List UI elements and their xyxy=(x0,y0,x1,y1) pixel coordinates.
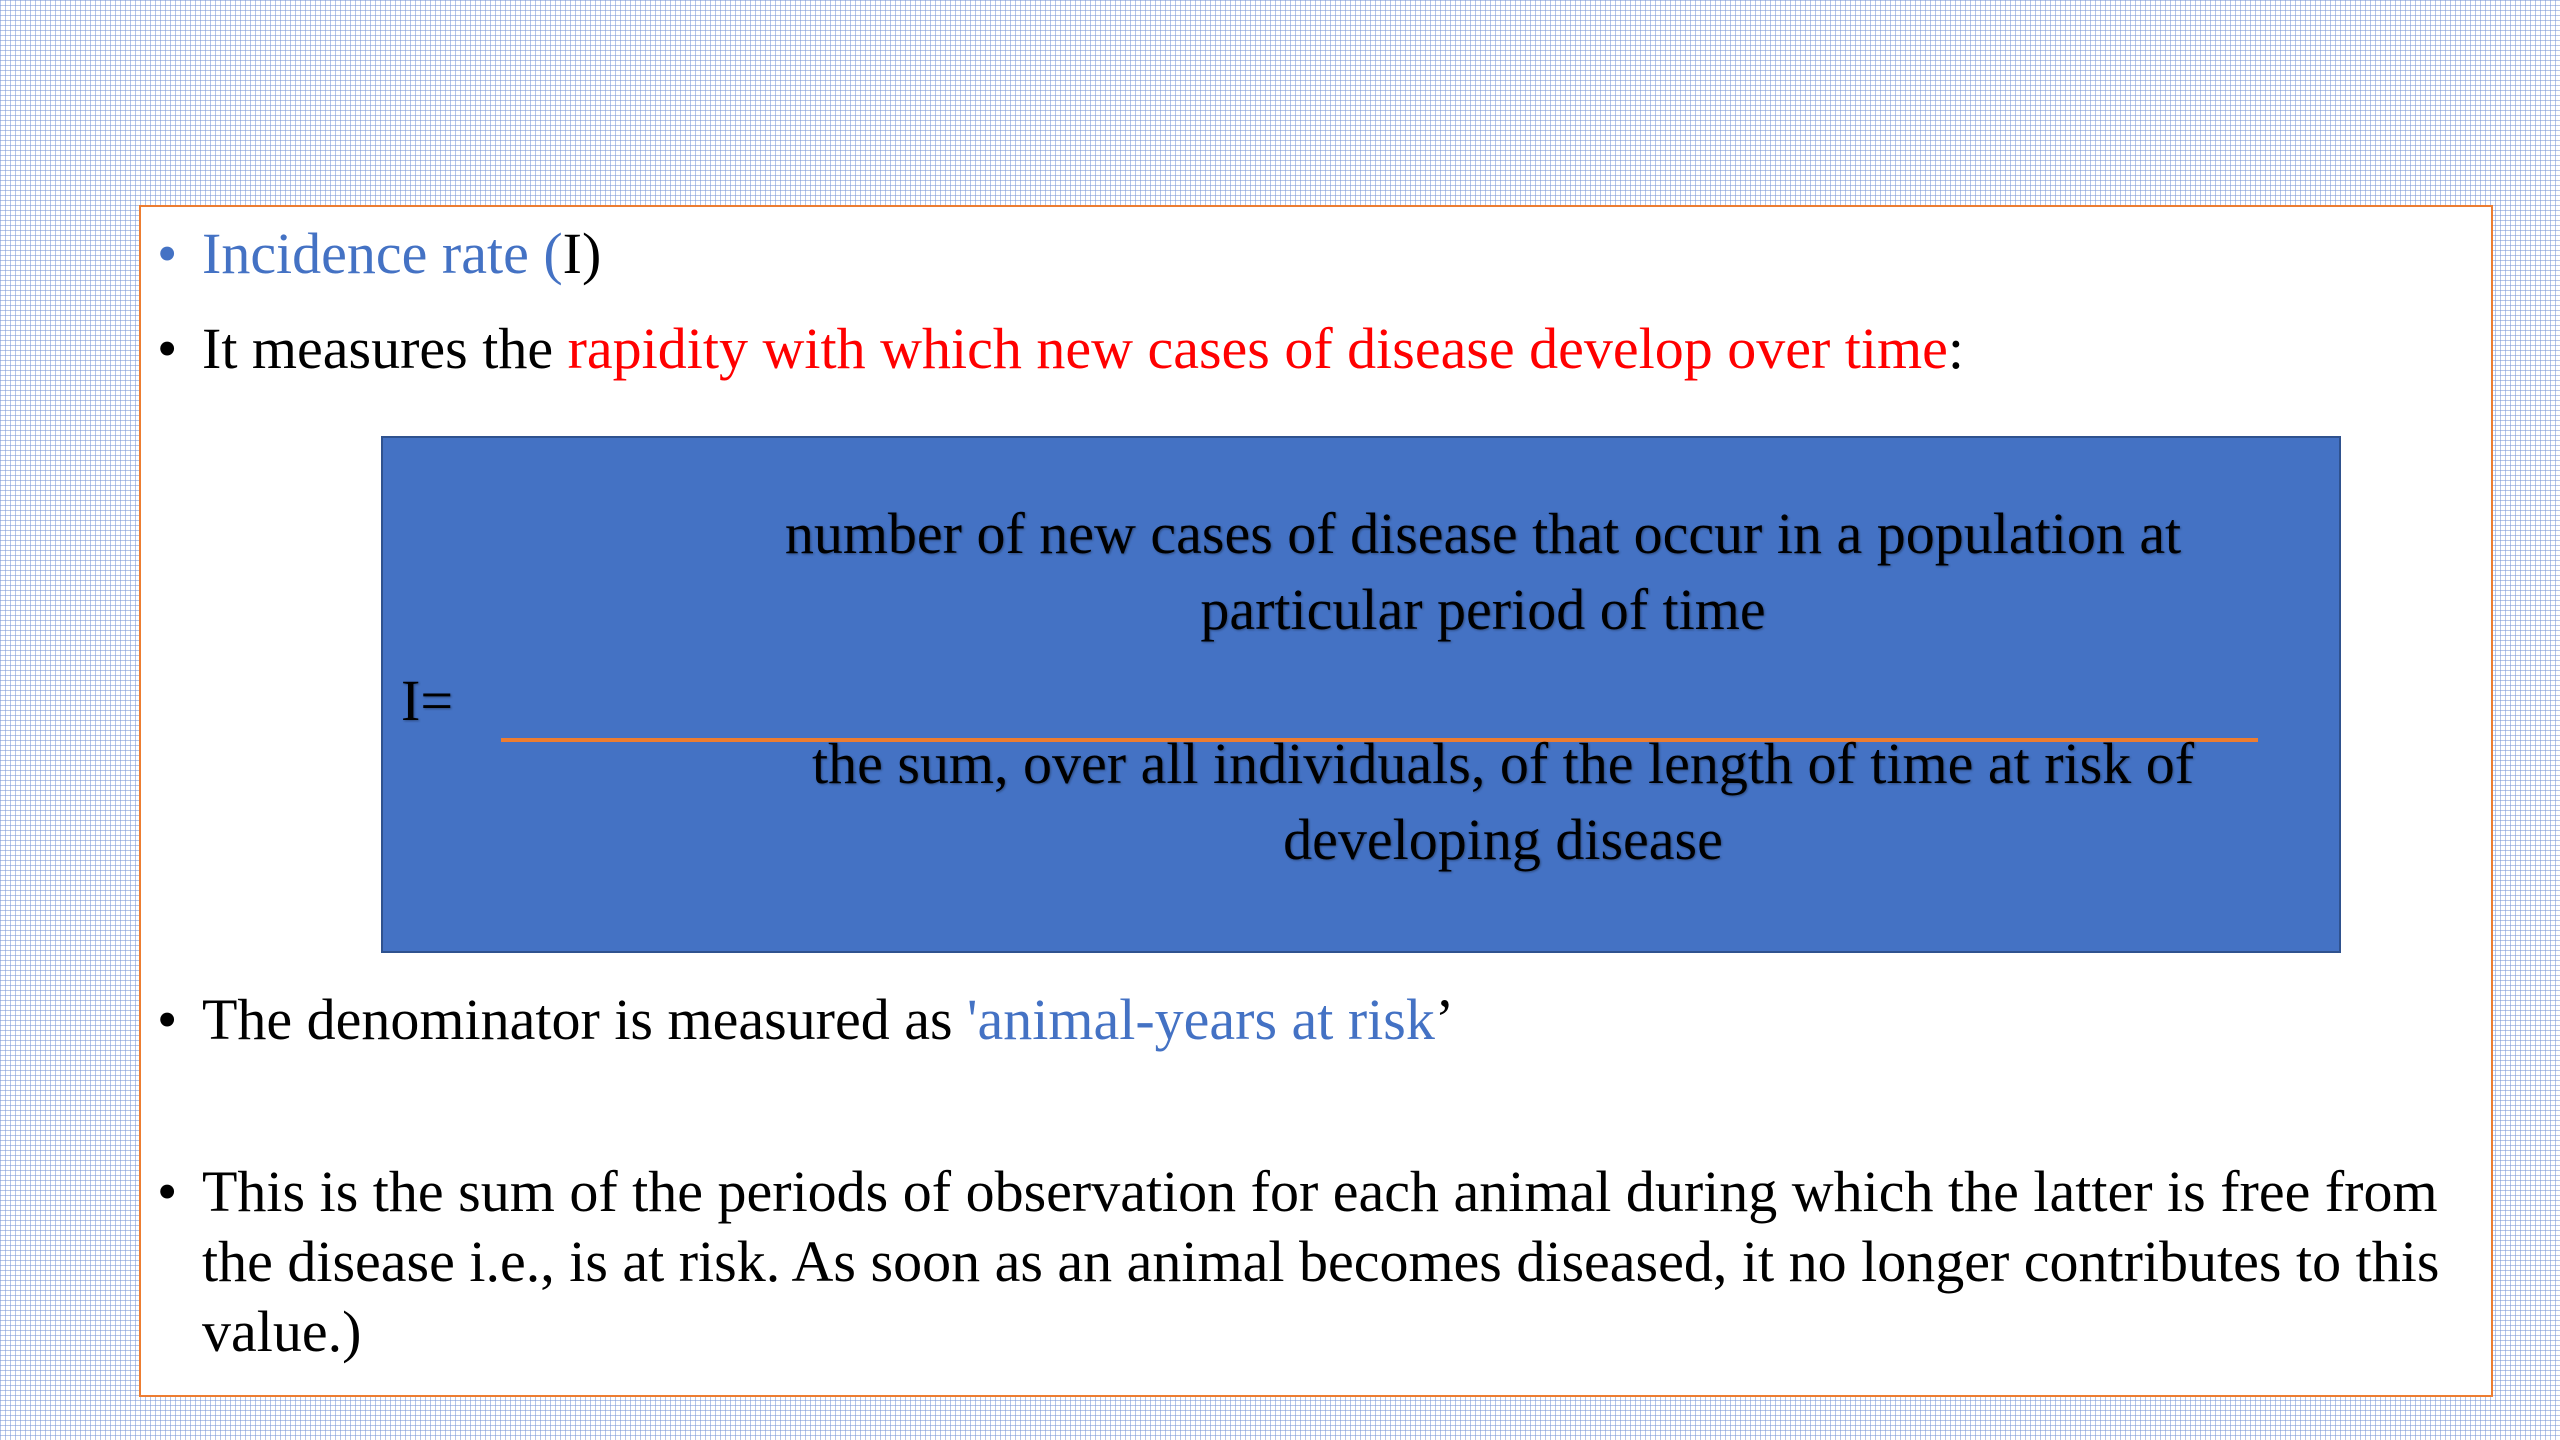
bullet-definition xyxy=(157,1157,2462,1367)
bullet-text xyxy=(202,314,1964,384)
formula-denominator: the sum, over all individuals, of the length of time at risk of developing disease xyxy=(811,731,2195,872)
formula-box xyxy=(381,436,2341,953)
bullet-marker: • xyxy=(157,221,178,286)
bullet-marker: • xyxy=(157,1159,178,1224)
bullet-measures xyxy=(157,314,1964,384)
bullet-incidence-rate xyxy=(157,219,601,289)
measures-prefix: It measures the xyxy=(202,316,568,381)
denominator-suffix: ’ xyxy=(1434,987,1455,1052)
slide-content-frame xyxy=(139,205,2493,1397)
measures-suffix: : xyxy=(1947,316,1965,381)
definition-text: This is the sum of the periods of observation for each animal during which the latter is free from the disease i.e., is at risk. As soon as an animal becomes diseased, it no longer contributes to this value.) xyxy=(202,1159,2440,1364)
measures-highlight: rapidity with which new cases of disease develop over time xyxy=(567,316,1948,381)
formula-lhs: I= xyxy=(401,668,454,733)
bullet-marker: • xyxy=(157,316,178,381)
formula-numerator: number of new cases of disease that occur in a population at particular period of time xyxy=(784,501,2182,642)
incidence-rate-symbol: I) xyxy=(562,221,602,286)
bullet-denominator xyxy=(157,985,1454,1055)
denominator-highlight: 'animal-years at risk xyxy=(967,987,1435,1052)
bullet-marker: • xyxy=(157,987,178,1052)
bullet-text xyxy=(202,985,1454,1055)
incidence-rate-label: Incidence rate ( xyxy=(202,221,563,286)
denominator-prefix: The denominator is measured as xyxy=(202,987,968,1052)
bullet-text xyxy=(202,219,601,289)
